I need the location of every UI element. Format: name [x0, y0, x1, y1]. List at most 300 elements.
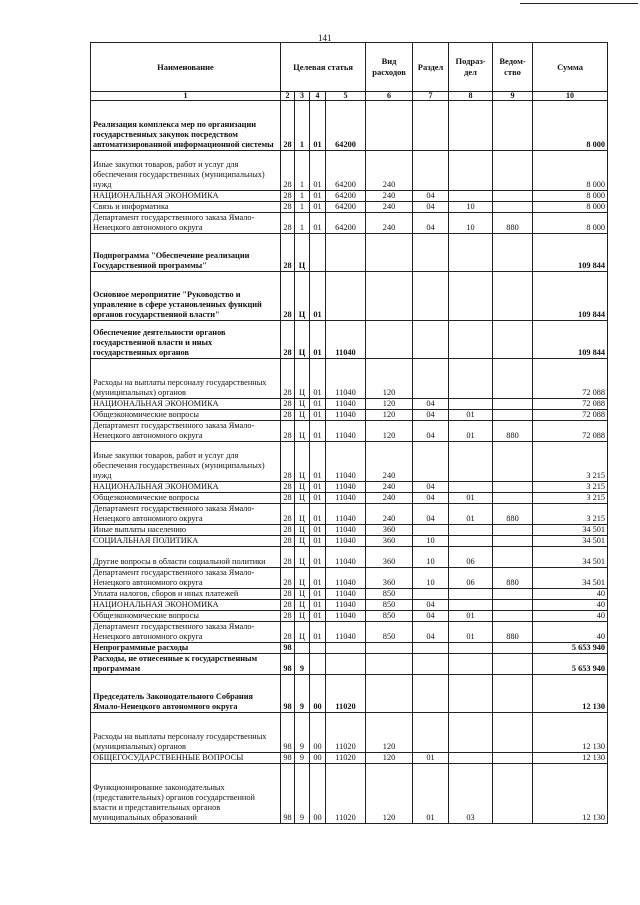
col-num: 5 [326, 92, 366, 101]
row-code-razd [413, 151, 449, 191]
table-row [91, 321, 608, 359]
row-code-b: Ц [295, 399, 310, 410]
row-code-ved [493, 202, 533, 213]
row-sum: 3 215 [533, 482, 608, 493]
row-name: Департамент государственного заказа Ямало-Ненецкого автономного округа [91, 213, 281, 234]
row-name: Связь и информатика [91, 202, 281, 213]
table-row [91, 675, 608, 713]
row-code-vr: 240 [366, 504, 413, 525]
row-code-podr: 01 [449, 410, 493, 421]
row-name: Другие вопросы в области социальной политики [91, 547, 281, 568]
row-code-razd: 04 [413, 421, 449, 442]
row-code-ved [493, 101, 533, 151]
row-name: Департамент государственного заказа Ямало-Ненецкого автономного округа [91, 504, 281, 525]
row-sum: 8 000 [533, 101, 608, 151]
row-code-vr: 850 [366, 622, 413, 643]
col-num: 8 [449, 92, 493, 101]
row-code-a: 28 [281, 547, 295, 568]
row-code-vr: 850 [366, 600, 413, 611]
row-code-ved [493, 359, 533, 399]
row-code-c: 01 [310, 191, 326, 202]
row-code-vr: 850 [366, 611, 413, 622]
row-code-ved: 880 [493, 568, 533, 589]
table-row [91, 713, 608, 753]
row-code-d: 64200 [326, 213, 366, 234]
row-code-b: Ц [295, 482, 310, 493]
row-code-d [326, 234, 366, 272]
row-code-podr: 06 [449, 568, 493, 589]
table-row [91, 101, 608, 151]
row-code-d: 11040 [326, 525, 366, 536]
row-code-razd [413, 654, 449, 675]
table-row [91, 525, 608, 536]
row-code-ved [493, 321, 533, 359]
row-code-a: 98 [281, 643, 295, 654]
row-sum: 8 000 [533, 151, 608, 191]
row-sum: 8 000 [533, 191, 608, 202]
row-code-podr: 01 [449, 622, 493, 643]
row-code-razd [413, 442, 449, 482]
row-code-c: 01 [310, 568, 326, 589]
row-code-b: Ц [295, 421, 310, 442]
row-code-d: 11040 [326, 493, 366, 504]
row-code-c: 00 [310, 764, 326, 824]
row-code-b: Ц [295, 568, 310, 589]
row-sum: 5 653 940 [533, 654, 608, 675]
row-code-d: 11040 [326, 589, 366, 600]
row-code-razd [413, 589, 449, 600]
row-code-razd: 04 [413, 202, 449, 213]
row-code-c: 01 [310, 504, 326, 525]
row-code-c [310, 234, 326, 272]
row-code-b: 1 [295, 101, 310, 151]
row-code-d: 11040 [326, 536, 366, 547]
row-sum: 34 501 [533, 568, 608, 589]
row-code-a: 28 [281, 359, 295, 399]
row-code-vr [366, 272, 413, 321]
row-code-vr: 360 [366, 547, 413, 568]
row-sum: 34 501 [533, 547, 608, 568]
row-code-vr: 120 [366, 399, 413, 410]
row-code-c: 01 [310, 622, 326, 643]
row-code-a: 28 [281, 421, 295, 442]
row-code-d: 64200 [326, 151, 366, 191]
table-row [91, 272, 608, 321]
row-code-b: 9 [295, 753, 310, 764]
row-code-b: Ц [295, 234, 310, 272]
row-name: Расходы на выплаты персоналу государственных (муниципальных) органов [91, 713, 281, 753]
row-code-vr: 360 [366, 536, 413, 547]
row-code-c: 01 [310, 101, 326, 151]
col-num: 9 [493, 92, 533, 101]
row-code-podr: 10 [449, 213, 493, 234]
row-code-b: Ц [295, 321, 310, 359]
header-expense-type: Вид расходов [366, 43, 413, 92]
row-code-vr [366, 675, 413, 713]
row-code-podr [449, 589, 493, 600]
col-num: 1 [91, 92, 281, 101]
row-code-podr [449, 191, 493, 202]
row-code-a: 28 [281, 589, 295, 600]
row-code-vr [366, 321, 413, 359]
table-row [91, 213, 608, 234]
col-num: 4 [310, 92, 326, 101]
row-code-c: 01 [310, 359, 326, 399]
header-name: Наименование [91, 43, 281, 92]
row-code-d: 11040 [326, 568, 366, 589]
row-name: Подпрограмма "Обеспечение реализации Государственной программы" [91, 234, 281, 272]
table-row [91, 547, 608, 568]
table-row [91, 589, 608, 600]
row-code-ved [493, 410, 533, 421]
row-code-razd [413, 675, 449, 713]
row-code-podr [449, 234, 493, 272]
row-name: НАЦИОНАЛЬНАЯ ЭКОНОМИКА [91, 191, 281, 202]
row-code-ved: 880 [493, 213, 533, 234]
row-code-ved [493, 753, 533, 764]
col-num: 6 [366, 92, 413, 101]
row-name: Реализация комплекса мер по организации государственных закупок посредством автоматизированной информационной системы [91, 101, 281, 151]
row-code-razd: 01 [413, 753, 449, 764]
row-code-c: 01 [310, 547, 326, 568]
row-code-b: Ц [295, 589, 310, 600]
row-code-c: 01 [310, 321, 326, 359]
row-code-b: Ц [295, 525, 310, 536]
row-code-c [310, 643, 326, 654]
row-code-ved [493, 675, 533, 713]
row-code-razd: 01 [413, 764, 449, 824]
table-row [91, 764, 608, 824]
row-code-b: 9 [295, 654, 310, 675]
row-sum: 109 844 [533, 234, 608, 272]
table-row [91, 611, 608, 622]
row-code-podr: 06 [449, 547, 493, 568]
row-sum: 40 [533, 600, 608, 611]
row-code-c: 01 [310, 600, 326, 611]
row-code-podr [449, 321, 493, 359]
table-row [91, 359, 608, 399]
row-code-a: 98 [281, 753, 295, 764]
row-code-podr [449, 643, 493, 654]
row-code-c: 01 [310, 213, 326, 234]
row-code-b: Ц [295, 611, 310, 622]
row-code-a: 28 [281, 525, 295, 536]
row-code-c: 01 [310, 202, 326, 213]
row-code-c: 01 [310, 410, 326, 421]
row-code-a: 28 [281, 213, 295, 234]
row-code-razd [413, 272, 449, 321]
row-name: НАЦИОНАЛЬНАЯ ЭКОНОМИКА [91, 600, 281, 611]
col-num: 7 [413, 92, 449, 101]
row-code-d: 11040 [326, 504, 366, 525]
row-code-d [326, 272, 366, 321]
row-sum: 5 653 940 [533, 643, 608, 654]
row-name: Общеэкономические вопросы [91, 611, 281, 622]
row-code-a: 28 [281, 202, 295, 213]
header-department: Ведом-ство [493, 43, 533, 92]
row-code-vr: 240 [366, 482, 413, 493]
row-name: Общеэкономические вопросы [91, 410, 281, 421]
row-code-c [310, 654, 326, 675]
row-name: СОЦИАЛЬНАЯ ПОЛИТИКА [91, 536, 281, 547]
row-code-d: 11040 [326, 410, 366, 421]
budget-table [90, 42, 608, 824]
row-code-razd: 10 [413, 536, 449, 547]
row-code-razd: 04 [413, 191, 449, 202]
row-code-d: 11020 [326, 764, 366, 824]
row-code-vr: 240 [366, 191, 413, 202]
table-row [91, 191, 608, 202]
row-code-podr [449, 151, 493, 191]
row-sum: 12 130 [533, 764, 608, 824]
row-code-ved [493, 764, 533, 824]
row-name: Расходы на выплаты персоналу государственных (муниципальных) органов [91, 359, 281, 399]
row-code-b: Ц [295, 410, 310, 421]
row-code-vr: 240 [366, 213, 413, 234]
row-sum: 12 130 [533, 713, 608, 753]
row-code-d: 11040 [326, 321, 366, 359]
table-row [91, 410, 608, 421]
row-code-vr [366, 234, 413, 272]
row-code-podr [449, 359, 493, 399]
row-code-ved [493, 442, 533, 482]
row-code-ved [493, 713, 533, 753]
row-code-podr [449, 654, 493, 675]
table-body [91, 101, 608, 824]
row-code-razd [413, 101, 449, 151]
row-code-razd: 04 [413, 600, 449, 611]
row-sum: 72 088 [533, 359, 608, 399]
row-code-razd: 04 [413, 611, 449, 622]
row-code-vr: 120 [366, 764, 413, 824]
header-target-article: Целевая статья [281, 43, 366, 92]
row-name: Уплата налогов, сборов и иных платежей [91, 589, 281, 600]
row-name: Основное мероприятие "Руководство и управление в сфере установленных функций органов государственной власти" [91, 272, 281, 321]
row-code-ved [493, 547, 533, 568]
row-code-d: 11040 [326, 399, 366, 410]
row-code-razd: 04 [413, 504, 449, 525]
row-code-razd [413, 321, 449, 359]
col-num: 2 [281, 92, 295, 101]
row-code-b: Ц [295, 493, 310, 504]
row-name: Функционирование законодательных (представительных) органов государственной власти и представительных органов муниципальных образований [91, 764, 281, 824]
row-code-c: 01 [310, 525, 326, 536]
row-code-a: 28 [281, 536, 295, 547]
row-code-podr [449, 675, 493, 713]
row-code-d: 64200 [326, 101, 366, 151]
row-code-podr: 01 [449, 421, 493, 442]
row-code-d [326, 654, 366, 675]
row-code-ved [493, 589, 533, 600]
row-sum: 3 215 [533, 504, 608, 525]
row-code-d: 11020 [326, 713, 366, 753]
row-code-ved [493, 493, 533, 504]
row-code-a: 28 [281, 482, 295, 493]
table-row [91, 654, 608, 675]
row-code-ved [493, 654, 533, 675]
row-code-c: 01 [310, 399, 326, 410]
row-code-b: 1 [295, 191, 310, 202]
row-code-ved: 880 [493, 504, 533, 525]
row-code-c: 00 [310, 753, 326, 764]
row-code-b: Ц [295, 359, 310, 399]
row-code-vr: 120 [366, 359, 413, 399]
row-code-vr [366, 654, 413, 675]
row-code-ved [493, 272, 533, 321]
row-code-vr: 240 [366, 151, 413, 191]
row-code-razd: 04 [413, 622, 449, 643]
row-code-vr [366, 643, 413, 654]
row-code-podr: 10 [449, 202, 493, 213]
row-code-ved [493, 482, 533, 493]
row-code-b: 1 [295, 213, 310, 234]
row-code-b: Ц [295, 272, 310, 321]
row-code-c: 00 [310, 713, 326, 753]
row-code-c: 01 [310, 589, 326, 600]
row-code-a: 28 [281, 321, 295, 359]
row-code-d: 11020 [326, 675, 366, 713]
row-code-c: 01 [310, 611, 326, 622]
row-code-b: Ц [295, 536, 310, 547]
row-code-vr: 120 [366, 421, 413, 442]
row-name: Департамент государственного заказа Ямало-Ненецкого автономного округа [91, 568, 281, 589]
row-code-podr: 03 [449, 764, 493, 824]
row-code-d: 11040 [326, 547, 366, 568]
row-sum: 34 501 [533, 525, 608, 536]
row-code-vr: 850 [366, 589, 413, 600]
row-code-b: Ц [295, 600, 310, 611]
row-name: НАЦИОНАЛЬНАЯ ЭКОНОМИКА [91, 399, 281, 410]
row-code-b: Ц [295, 504, 310, 525]
row-code-razd: 04 [413, 410, 449, 421]
row-code-razd: 04 [413, 482, 449, 493]
row-code-c: 01 [310, 272, 326, 321]
table-row [91, 536, 608, 547]
row-code-razd [413, 359, 449, 399]
row-name: Непрограммные расходы [91, 643, 281, 654]
row-code-a: 28 [281, 234, 295, 272]
row-code-podr [449, 482, 493, 493]
row-code-a: 28 [281, 568, 295, 589]
row-code-podr [449, 525, 493, 536]
row-code-c: 01 [310, 151, 326, 191]
row-code-d: 11040 [326, 611, 366, 622]
row-code-b: Ц [295, 547, 310, 568]
row-code-podr [449, 600, 493, 611]
row-code-vr: 360 [366, 525, 413, 536]
row-code-ved [493, 234, 533, 272]
row-code-razd [413, 713, 449, 753]
row-code-podr [449, 399, 493, 410]
row-code-ved [493, 191, 533, 202]
row-code-a: 98 [281, 654, 295, 675]
row-code-ved: 880 [493, 421, 533, 442]
row-code-b: 1 [295, 202, 310, 213]
row-code-c: 01 [310, 482, 326, 493]
column-number-row [91, 92, 608, 101]
row-sum: 40 [533, 611, 608, 622]
row-name: Обеспечение деятельности органов государственной власти и иных государственных органов [91, 321, 281, 359]
row-code-b: 1 [295, 151, 310, 191]
row-code-c: 01 [310, 442, 326, 482]
row-code-a: 28 [281, 101, 295, 151]
row-code-d: 11020 [326, 753, 366, 764]
table-row [91, 151, 608, 191]
row-code-d [326, 643, 366, 654]
page-number: 141 [318, 33, 332, 43]
row-code-razd [413, 643, 449, 654]
row-name: НАЦИОНАЛЬНАЯ ЭКОНОМИКА [91, 482, 281, 493]
row-code-podr [449, 753, 493, 764]
row-code-a: 28 [281, 622, 295, 643]
table-row [91, 442, 608, 482]
row-sum: 72 088 [533, 399, 608, 410]
row-name: Председатель Законодательного Собрания Ямало-Ненецкого автономного округа [91, 675, 281, 713]
top-edge-line [520, 3, 638, 4]
row-code-podr [449, 442, 493, 482]
table-row [91, 399, 608, 410]
row-code-podr [449, 713, 493, 753]
row-code-podr: 01 [449, 504, 493, 525]
row-code-d: 11040 [326, 600, 366, 611]
row-sum: 72 088 [533, 421, 608, 442]
row-code-d: 11040 [326, 421, 366, 442]
row-code-razd: 10 [413, 547, 449, 568]
row-code-a: 28 [281, 151, 295, 191]
row-code-a: 28 [281, 493, 295, 504]
row-code-razd: 04 [413, 493, 449, 504]
row-name: Департамент государственного заказа Ямало-Ненецкого автономного округа [91, 421, 281, 442]
row-code-d: 64200 [326, 191, 366, 202]
table-row [91, 482, 608, 493]
row-code-a: 28 [281, 410, 295, 421]
row-code-d: 11040 [326, 482, 366, 493]
row-code-razd [413, 234, 449, 272]
row-code-podr [449, 536, 493, 547]
col-num: 10 [533, 92, 608, 101]
row-code-a: 98 [281, 675, 295, 713]
row-sum: 12 130 [533, 675, 608, 713]
row-code-a: 28 [281, 191, 295, 202]
row-code-podr [449, 101, 493, 151]
row-code-d: 64200 [326, 202, 366, 213]
row-code-razd: 04 [413, 399, 449, 410]
table-row [91, 493, 608, 504]
row-sum: 40 [533, 589, 608, 600]
row-code-vr: 240 [366, 442, 413, 482]
row-code-c: 01 [310, 493, 326, 504]
row-code-ved [493, 643, 533, 654]
row-code-ved [493, 600, 533, 611]
header-section: Раздел [413, 43, 449, 92]
row-code-vr: 240 [366, 493, 413, 504]
row-code-ved [493, 536, 533, 547]
table-row [91, 504, 608, 525]
row-code-ved [493, 151, 533, 191]
table-row [91, 600, 608, 611]
row-code-b: 9 [295, 764, 310, 824]
row-code-ved [493, 399, 533, 410]
row-code-a: 28 [281, 504, 295, 525]
table-row [91, 202, 608, 213]
col-num: 3 [295, 92, 310, 101]
row-code-c: 00 [310, 675, 326, 713]
row-sum: 3 215 [533, 493, 608, 504]
row-name: Иные закупки товаров, работ и услуг для обеспечения государственных (муниципальных) нужд [91, 442, 281, 482]
row-sum: 8 000 [533, 213, 608, 234]
table-row [91, 421, 608, 442]
row-code-razd: 10 [413, 568, 449, 589]
